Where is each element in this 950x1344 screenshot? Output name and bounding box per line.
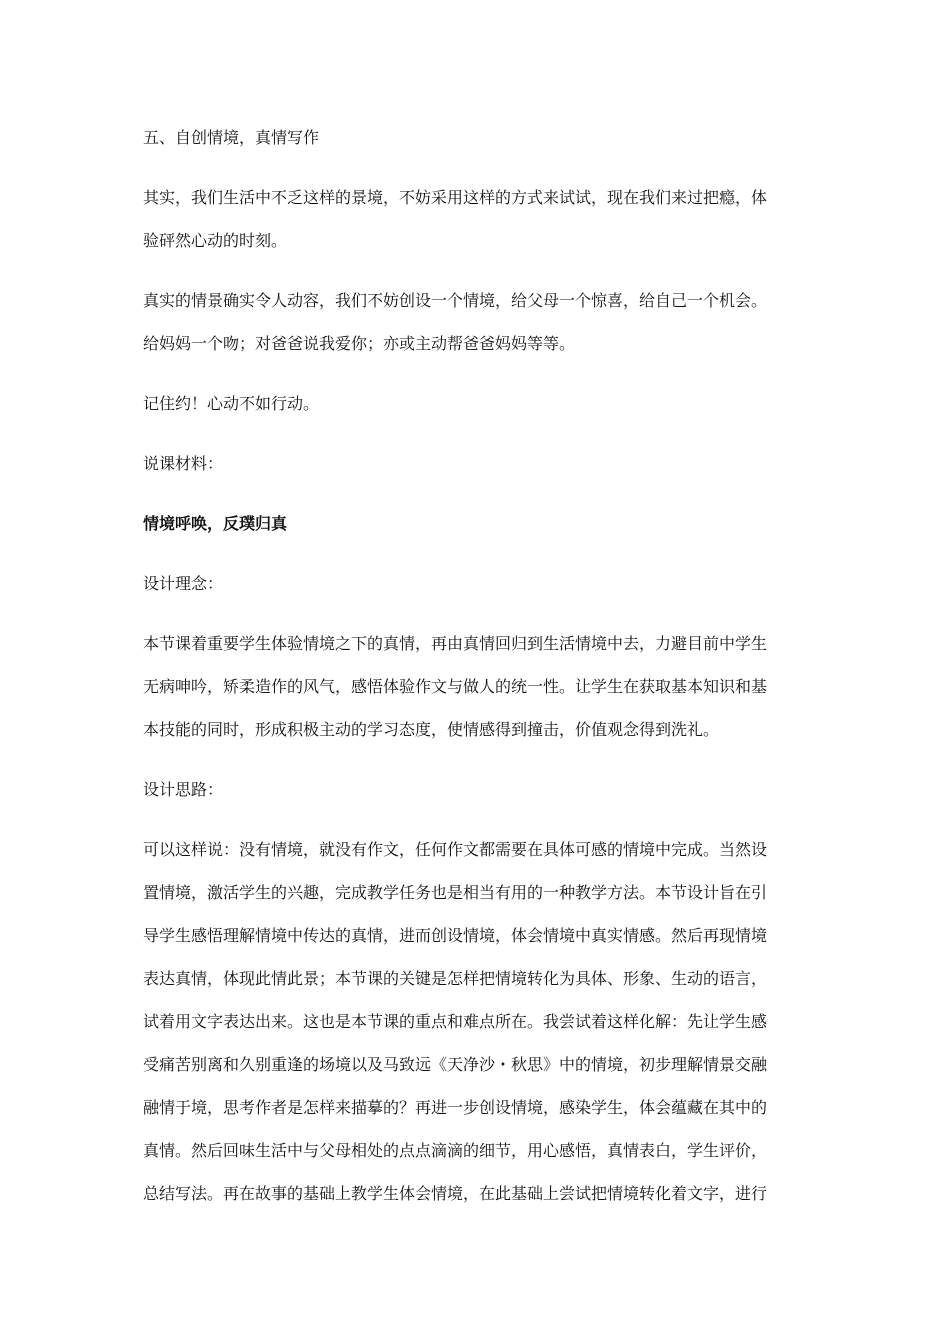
paragraph-line: 验砰然心动的时刻。 (143, 231, 288, 250)
paragraph-line: 融情于境，思考作者是怎样来描摹的？再进一步创设情境，感染学生，体会蕴藏在其中的 (143, 1098, 768, 1117)
paragraph-line: 真实的情景确实令人动容，我们不妨创设一个情境，给父母一个惊喜，给自己一个机会。 (143, 291, 768, 310)
paragraph-line: 置情境，激活学生的兴趣，完成教学任务也是相当有用的一种教学方法。本节设计旨在引 (143, 883, 768, 902)
approach-label: 设计思路： (143, 780, 224, 799)
paragraph-line: 导学生感悟理解情境中传达的真情，进而创设情境，体会情境中真实情感。然后再现情境 (143, 926, 768, 945)
paragraph-line: 表达真情，体现此情此景；本节课的关键是怎样把情境转化为具体、形象、生动的语言， (143, 969, 768, 988)
paragraph-line: 试着用文字表达出来。这也是本节课的重点和难点所在。我尝试着这样化解：先让学生感 (143, 1012, 768, 1031)
paragraph-line: 本节课着重要学生体验情境之下的真情，再由真情回归到生活情境中去，力避目前中学生 (143, 634, 768, 653)
paragraph-line: 本技能的同时，形成积极主动的学习态度，使情感得到撞击，价值观念得到洗礼。 (143, 720, 720, 739)
paragraph-line: 可以这样说：没有情境，就没有作文，任何作文都需要在具体可感的情境中完成。当然设 (143, 840, 768, 859)
section-heading: 五、自创情境，真情写作 (143, 128, 320, 147)
materials-label: 说课材料： (143, 454, 224, 473)
paragraph-line: 受痛苦别离和久别重逢的场境以及马致远《天净沙・秋思》中的情境，初步理解情景交融 (143, 1055, 768, 1074)
paragraph-line: 无病呻吟，矫柔造作的风气，感悟体验作文与做人的统一性。让学生在获取基本知识和基 (143, 677, 768, 696)
paragraph-line: 真情。然后回味生活中与父母相处的点点滴滴的细节，用心感悟，真情表白，学生评价， (143, 1141, 768, 1160)
paragraph-line: 总结写法。再在故事的基础上教学生体会情境，在此基础上尝试把情境转化着文字，进行 (143, 1184, 768, 1203)
concept-label: 设计理念： (143, 574, 224, 593)
lesson-title: 情境呼唤，反璞归真 (143, 514, 288, 533)
paragraph-line: 给妈妈一个吻；对爸爸说我爱你；亦或主动帮爸爸妈妈等等。 (143, 334, 576, 353)
paragraph-line: 其实，我们生活中不乏这样的景境，不妨采用这样的方式来试试，现在我们来过把瘾，体 (143, 188, 768, 207)
paragraph-line: 记住约！心动不如行动。 (143, 394, 320, 413)
